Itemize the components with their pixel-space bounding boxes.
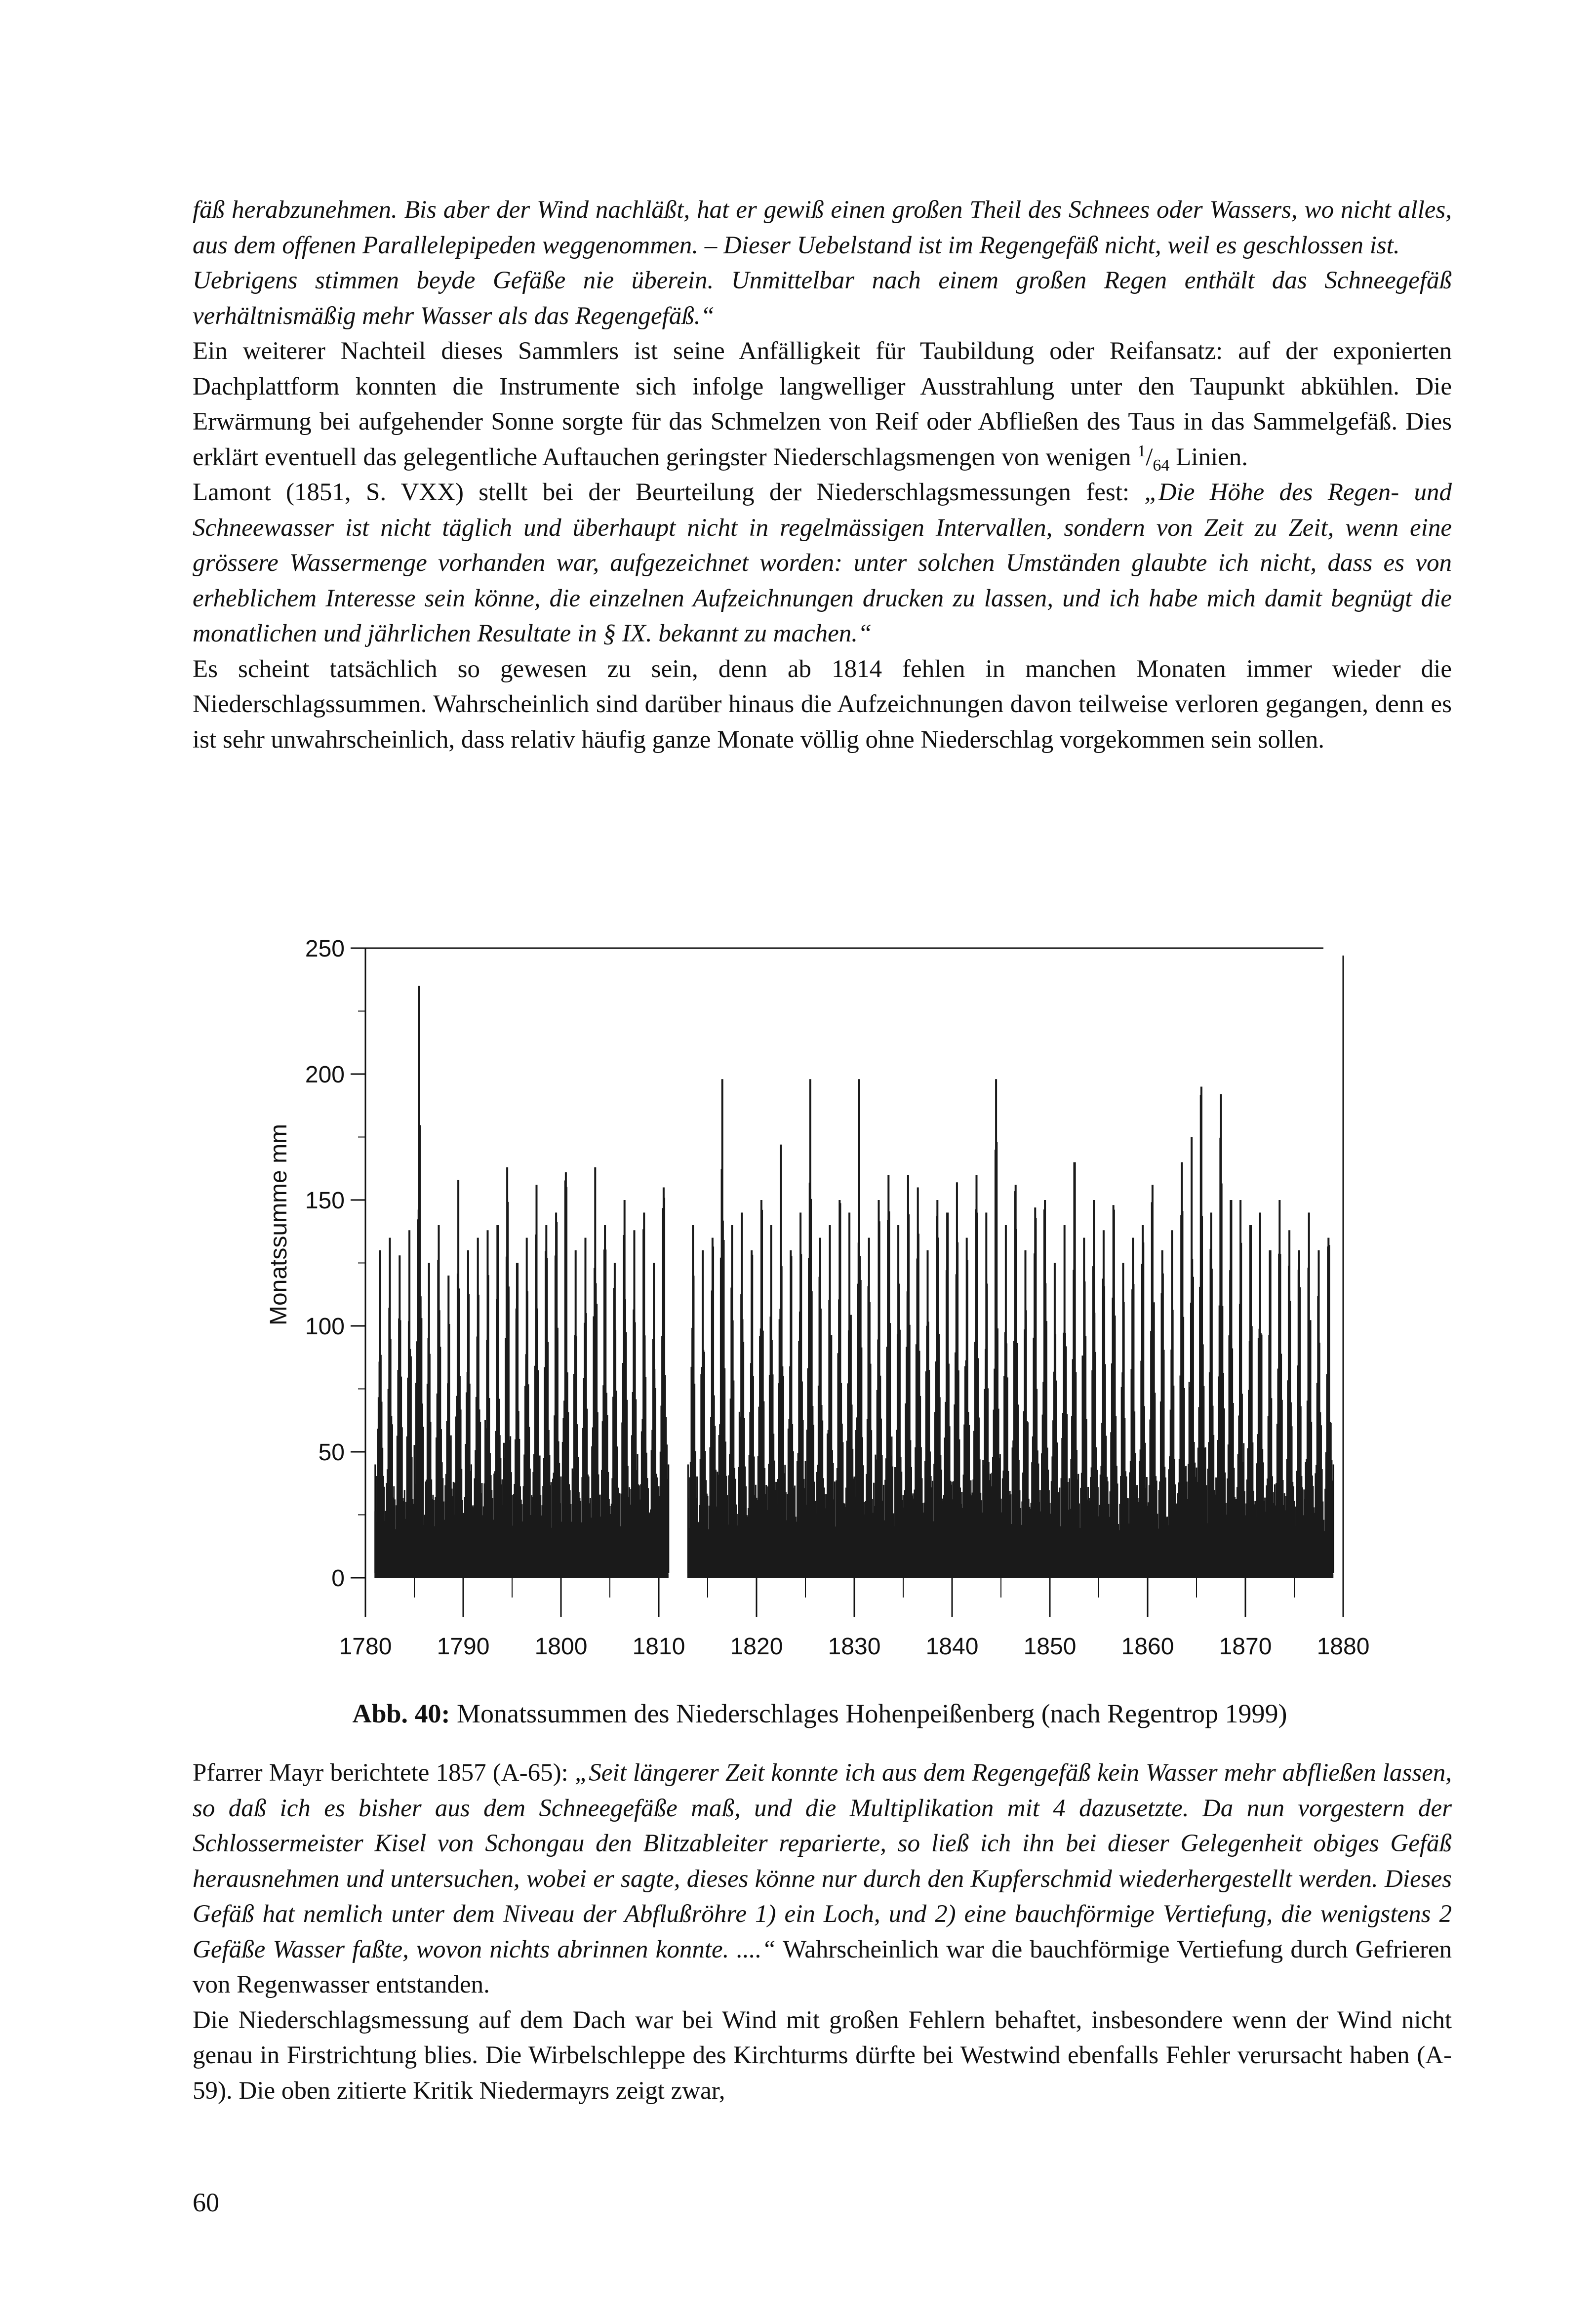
top-text-block (193, 193, 1452, 758)
y-tick-label: 150 (305, 1188, 345, 1214)
precipitation-figure (237, 919, 1373, 1662)
paragraph-roof-measurement: Die Niederschlagsmessung auf dem Dach war bei Wind mit großen Fehlern behaftet, insbesondere wenn der Wind nicht genau in Firstrichtung blies. Die Wirbelschleppe des Kirchturms dürfte bei Westwind ebenfalls Fehler verursacht haben (A-59). Die oben zitierte Kritik Niedermayrs zeigt zwar, (193, 2006, 1452, 2105)
x-tick-label: 1820 (730, 1634, 783, 1659)
y-tick-label: 100 (305, 1314, 345, 1340)
paragraph-dew-text: Ein weiterer Nachteil dieses Sammlers ist seine Anfälligkeit für Taubildung oder Reifansatz: auf der exponierten Dachplattform konnten die Instrumente sich infolge langwelliger Ausstrahlung unter den Taupunkt abkühlen. Die Erwärmung bei aufgehender Sonne sorgte für das Schmelzen von Reif oder Abfließen des Taus in das Sammelgefäß. Dies erklärt eventuell das gelegentliche Auftauchen geringster Niederschlagsmengen von wenigen (193, 337, 1452, 471)
bottom-text-block (193, 1756, 1452, 2109)
y-tick-label: 0 (331, 1565, 345, 1592)
paragraph-lamont-intro: Lamont (1851, S. VXX) stellt bei der Beurteilung der Niederschlagsmessungen fest: (193, 479, 1145, 506)
figure-caption-label: Abb. 40: (352, 1699, 450, 1728)
x-tick-label: 1870 (1219, 1634, 1272, 1659)
fraction-numerator: 1 (1137, 441, 1146, 460)
paragraph-mayr-quote: „Seit längerer Zeit konnte ich aus dem Regengefäß kein Wasser mehr abfließen lassen, so daß ich es bisher aus dem Schneegefäße maß, und die Multiplikation mit 4 dazusetzte. Da nun vorgestern der Schlossermeister Kisel von Schongau den Blitzableiter reparierte, so ließ ich ihn bei dieser Gelegenheit obiges Gefäß herausnehmen und untersuchen, wobei er sagte, dieses könne nur durch den Kupferschmid wiederhergestellt werden. Dieses Gefäß hat nemlich unter dem Niveau der Abflußröhre 1) ein Loch, und 2) eine bauchförmige Vertiefung, die wenigstens 2 Gefäße Wasser faßte, wovon nichts abrinnen konnte. ....“ (193, 1759, 1452, 1963)
y-axis-label: Monatssumme mm (266, 1123, 292, 1326)
y-tick-label: 250 (305, 936, 345, 962)
x-tick-label: 1780 (339, 1634, 392, 1659)
chart-bars (375, 986, 1333, 1578)
x-tick-label: 1810 (632, 1634, 685, 1659)
paragraph-mayr-intro: Pfarrer Mayr berichtete 1857 (A-65): (193, 1759, 575, 1787)
paragraph-mayr (193, 1756, 1452, 2003)
paragraph-lamont (193, 475, 1452, 652)
x-tick-label: 1850 (1023, 1634, 1077, 1659)
x-tick-label: 1790 (437, 1634, 490, 1659)
y-tick-label: 50 (318, 1439, 345, 1466)
paragraph-lamont-quote: „Die Höhe des Regen- und Schneewasser ist nicht täglich und überhaupt nicht in regelmässigen Intervallen, sondern von Zeit zu Zeit, wenn eine grössere Wassermenge vorhanden war, aufgezeichnet worden: unter solchen Umständen glaubte ich nicht, dass es von erheblichem Interesse sein könne, die einzelnen Aufzeichnungen drucken zu lassen, und ich habe mich damit begnügt die monatlichen und jährlichen Resultate in § IX. bekannt zu machen.“ (193, 479, 1452, 647)
paragraph-mayr-end: Wahrscheinlich war die bauchförmige Vertiefung durch Gefrieren von Regenwasser entstanden. (193, 1935, 1452, 1998)
x-tick-label: 1840 (925, 1634, 979, 1659)
paragraph-dew-end: Linien. (1169, 443, 1248, 471)
x-tick-label: 1800 (534, 1634, 588, 1659)
paragraph-1814: Es scheint tatsächlich so gewesen zu sein, denn ab 1814 fehlen in manchen Monaten immer wieder die Niederschlagssummen. Wahrscheinlich sind darüber hinaus die Aufzeichnungen davon teilweise verloren gegangen, denn es ist sehr unwahrscheinlich, dass relativ häufig ganze Monate völlig ohne Niederschlag vorgekommen sein sollen. (193, 655, 1452, 754)
page-number: 60 (193, 2188, 219, 2217)
x-tick-label: 1860 (1121, 1634, 1174, 1659)
paragraph-quote-2: Uebrigens stimmen beyde Gefäße nie überein. Unmittelbar nach einem großen Regen enthält das Schneegefäß verhältnismäßig mehr Wasser als das Regengefäß.“ (193, 267, 1452, 330)
x-tick-label: 1830 (828, 1634, 881, 1659)
y-tick-label: 200 (305, 1062, 345, 1088)
figure-caption-text: Monatssummen des Niederschlages Hohenpeißenberg (nach Regentrop 1999) (450, 1699, 1287, 1728)
paragraph-dew: Ein weiterer Nachteil dieses Sammlers ist seine Anfälligkeit für Taubildung oder Reifansatz: auf der exponierten Dachplattform konnten die Instrumente sich infolge langwelliger Ausstrahlung unter den Taupunkt abkühlen. Die Erwärmung bei aufgehender Sonne sorgte für das Schmelzen von Reif oder Abfließen des Taus in das Sammelgefäß. Dies erklärt eventuell das gelegentliche Auftauchen geringster Niederschlagsmengen von wenigen $^1/_{64}$ Linien. (193, 337, 1452, 475)
x-tick-label: 1880 (1317, 1634, 1370, 1659)
paragraph-quote-1: fäß herabzunehmen. Bis aber der Wind nachläßt, hat er gewiß einen großen Theil des Schnees oder Wassers, wo nicht alles, aus dem offenen Parallelepipeden weggenommen. – Dieser Uebelstand ist im Regengefäß nicht, weil es geschlossen ist. (193, 196, 1452, 259)
precipitation-chart (237, 919, 1373, 1659)
figure-caption (277, 1696, 1363, 1731)
fraction-denominator: 64 (1153, 456, 1170, 475)
